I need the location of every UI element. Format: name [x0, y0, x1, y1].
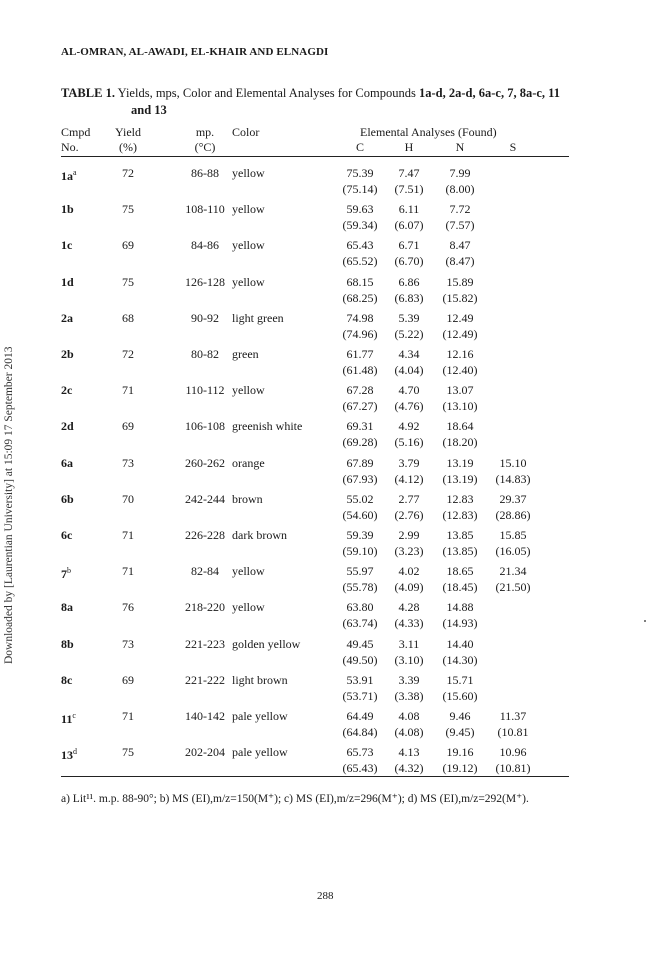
cell-h-found: (6.07): [394, 218, 424, 232]
cell-h: 4.34: [398, 347, 420, 361]
cell-yield: 69: [122, 419, 134, 433]
cell-c: 75.39: [346, 166, 374, 180]
cell-yield: 70: [122, 492, 134, 506]
compound-number: 1b: [61, 202, 74, 216]
cell-mp: 140-142: [185, 709, 225, 723]
cell-yield: 69: [122, 238, 134, 252]
cell-color: dark brown: [232, 528, 287, 542]
cell-color: yellow: [232, 564, 265, 578]
compound-id: [61, 709, 76, 726]
cell-h-found: (2.76): [394, 508, 424, 522]
cell-n: 12.83: [446, 492, 474, 506]
cell-h: 6.71: [398, 238, 420, 252]
cell-color: yellow: [232, 383, 265, 397]
cell-s-found: (10.81: [497, 725, 529, 739]
cell-color: light green: [232, 311, 284, 325]
cell-s: 15.85: [499, 528, 527, 542]
cell-s-found: (28.86): [495, 508, 531, 522]
cell-c-found: (75.14): [342, 182, 378, 196]
cell-yield: 75: [122, 202, 134, 216]
cell-h-found: (3.23): [394, 544, 424, 558]
cell-n: 12.49: [446, 311, 474, 325]
compound-number: 2d: [61, 419, 74, 433]
compound-id: [61, 238, 72, 252]
caption-line2: and 13: [131, 103, 167, 117]
cell-n: 19.16: [446, 745, 474, 759]
cell-n: 14.88: [446, 600, 474, 614]
compound-id: [61, 492, 74, 506]
cell-c: 74.98: [346, 311, 374, 325]
cell-h: 4.70: [398, 383, 420, 397]
cell-n-found: (15.60): [442, 689, 478, 703]
cell-n: 9.46: [449, 709, 471, 723]
header-mp: mp.: [195, 125, 215, 139]
cell-c-found: (69.28): [342, 435, 378, 449]
table-footnote: a) Lit¹¹. m.p. 88-90°; b) MS (EI),m/z=150(M⁺); c) MS (EI),m/z=296(M⁺); d) MS (EI),m/z=292(M⁺).: [61, 793, 529, 805]
cell-mp: 221-222: [185, 673, 225, 687]
cell-c: 63.80: [346, 600, 374, 614]
header-yield: Yield: [115, 125, 141, 139]
compound-id: [61, 564, 71, 581]
compound-id: [61, 275, 74, 289]
caption-text: Yields, mps, Color and Elemental Analyses for Compounds: [117, 86, 416, 100]
cell-yield: 73: [122, 456, 134, 470]
cell-yield: 76: [122, 600, 134, 614]
cell-h: 6.11: [398, 202, 420, 216]
cell-c: 53.91: [346, 673, 374, 687]
header-no: No.: [61, 140, 79, 154]
scan-speck: [644, 620, 646, 622]
cell-mp: 202-204: [185, 745, 225, 759]
cell-s: 15.10: [499, 456, 527, 470]
cell-c: 49.45: [346, 637, 374, 651]
cell-n: 14.40: [446, 637, 474, 651]
cell-color: brown: [232, 492, 263, 506]
compound-id: [61, 202, 74, 216]
cell-n: 18.64: [446, 419, 474, 433]
cell-color: green: [232, 347, 259, 361]
header-color: Color: [232, 125, 260, 139]
compound-id: [61, 456, 73, 470]
compound-id: [61, 383, 72, 397]
compound-id: [61, 311, 73, 325]
cell-color: pale yellow: [232, 709, 288, 723]
cell-c: 67.89: [346, 456, 374, 470]
cell-n-found: (19.12): [442, 761, 478, 775]
header-s: S: [509, 140, 517, 154]
compound-number: 8b: [61, 637, 74, 651]
cell-h: 6.86: [398, 275, 420, 289]
cell-color: light brown: [232, 673, 288, 687]
cell-s-found: (21.50): [495, 580, 531, 594]
cell-mp: 126-128: [185, 275, 225, 289]
footnote-marker: c: [72, 711, 76, 720]
cell-n-found: (7.57): [445, 218, 475, 232]
cell-n: 13.07: [446, 383, 474, 397]
header-cmpd: Cmpd: [61, 125, 91, 139]
cell-mp: 260-262: [185, 456, 225, 470]
cell-n-found: (18.45): [442, 580, 478, 594]
cell-yield: 68: [122, 311, 134, 325]
cell-n: 7.72: [449, 202, 471, 216]
cell-c-found: (74.96): [342, 327, 378, 341]
cell-h: 4.08: [398, 709, 420, 723]
cell-n: 18.65: [446, 564, 474, 578]
cell-c-found: (65.52): [342, 254, 378, 268]
cell-c: 69.31: [346, 419, 374, 433]
cell-color: yellow: [232, 166, 265, 180]
cell-n-found: (13.10): [442, 399, 478, 413]
cell-yield: 69: [122, 673, 134, 687]
cell-n: 8.47: [449, 238, 471, 252]
cell-yield: 71: [122, 564, 134, 578]
cell-h-found: (5.22): [394, 327, 424, 341]
cell-n: 13.85: [446, 528, 474, 542]
compound-id: [61, 637, 74, 651]
cell-c: 64.49: [346, 709, 374, 723]
cell-n-found: (8.00): [445, 182, 475, 196]
compound-number: 11: [61, 712, 73, 726]
running-head: AL-OMRAN, AL-AWADI, EL-KHAIR AND ELNAGDI: [61, 46, 329, 58]
table-label: TABLE 1.: [61, 86, 115, 100]
compound-id: [61, 673, 72, 687]
cell-h-found: (4.32): [394, 761, 424, 775]
cell-s-found: (10.81): [495, 761, 531, 775]
cell-mp: 242-244: [185, 492, 225, 506]
cell-yield: 75: [122, 275, 134, 289]
header-elemental-analyses: Elemental Analyses (Found): [360, 125, 497, 139]
cell-n: 13.19: [446, 456, 474, 470]
cell-h-found: (4.33): [394, 616, 424, 630]
cell-c-found: (67.93): [342, 472, 378, 486]
cell-h: 2.77: [398, 492, 420, 506]
cell-h-found: (4.04): [394, 363, 424, 377]
cell-h: 7.47: [398, 166, 420, 180]
compound-number: 1c: [61, 238, 73, 252]
cell-c: 59.63: [346, 202, 374, 216]
cell-c-found: (59.34): [342, 218, 378, 232]
caption-compounds: 1a-d, 2a-d, 6a-c, 7, 8a-c, 11: [419, 86, 560, 100]
header-yield-unit: (%): [119, 140, 137, 154]
cell-mp: 108-110: [185, 202, 225, 216]
cell-mp: 110-112: [185, 383, 225, 397]
compound-number: 2c: [61, 383, 73, 397]
cell-h-found: (7.51): [394, 182, 424, 196]
cell-h: 4.02: [398, 564, 420, 578]
cell-h: 2.99: [398, 528, 420, 542]
cell-n: 12.16: [446, 347, 474, 361]
cell-s-found: (14.83): [495, 472, 531, 486]
cell-color: orange: [232, 456, 265, 470]
footnote-marker: b: [67, 566, 71, 575]
cell-color: yellow: [232, 238, 265, 252]
cell-h-found: (4.12): [394, 472, 424, 486]
cell-c-found: (54.60): [342, 508, 378, 522]
cell-n-found: (12.49): [442, 327, 478, 341]
cell-yield: 71: [122, 709, 134, 723]
cell-color: yellow: [232, 275, 265, 289]
cell-h-found: (6.70): [394, 254, 424, 268]
compound-id: [61, 347, 74, 361]
cell-mp: 221-223: [185, 637, 225, 651]
cell-n-found: (13.19): [442, 472, 478, 486]
cell-h: 3.79: [398, 456, 420, 470]
cell-c: 61.77: [346, 347, 374, 361]
compound-number: 6c: [61, 528, 73, 542]
cell-c: 59.39: [346, 528, 374, 542]
compound-number: 7: [61, 567, 67, 581]
cell-mp: 82-84: [191, 564, 219, 578]
cell-mp: 106-108: [185, 419, 225, 433]
cell-mp: 86-88: [191, 166, 219, 180]
cell-h: 4.28: [398, 600, 420, 614]
cell-yield: 71: [122, 528, 134, 542]
header-rule: [61, 156, 569, 157]
cell-mp: 84-86: [191, 238, 219, 252]
cell-c-found: (59.10): [342, 544, 378, 558]
cell-c-found: (65.43): [342, 761, 378, 775]
cell-s: 10.96: [499, 745, 527, 759]
cell-h-found: (4.09): [394, 580, 424, 594]
cell-n-found: (14.30): [442, 653, 478, 667]
compound-number: 8c: [61, 673, 73, 687]
cell-yield: 72: [122, 166, 134, 180]
cell-color: greenish white: [232, 419, 303, 433]
cell-n-found: (13.85): [442, 544, 478, 558]
compound-id: [61, 419, 74, 433]
cell-c-found: (68.25): [342, 291, 378, 305]
cell-c: 55.02: [346, 492, 374, 506]
cell-mp: 218-220: [185, 600, 225, 614]
cell-color: yellow: [232, 600, 265, 614]
cell-h-found: (3.38): [394, 689, 424, 703]
cell-h: 5.39: [398, 311, 420, 325]
cell-n-found: (12.40): [442, 363, 478, 377]
compound-id: [61, 528, 72, 542]
cell-s: 21.34: [499, 564, 527, 578]
header-h: H: [404, 140, 414, 154]
cell-h: 4.13: [398, 745, 420, 759]
compound-id: [61, 745, 77, 762]
cell-c: 68.15: [346, 275, 374, 289]
cell-color: yellow: [232, 202, 265, 216]
cell-n: 15.89: [446, 275, 474, 289]
cell-s: 29.37: [499, 492, 527, 506]
header-mp-unit: (°C): [194, 140, 216, 154]
download-watermark: Downloaded by [Laurentian University] at 15:09 17 September 2013: [3, 346, 15, 664]
cell-n-found: (15.82): [442, 291, 478, 305]
cell-yield: 72: [122, 347, 134, 361]
cell-n-found: (18.20): [442, 435, 478, 449]
cell-c: 67.28: [346, 383, 374, 397]
cell-c-found: (61.48): [342, 363, 378, 377]
page-number: 288: [317, 890, 334, 902]
cell-n-found: (12.83): [442, 508, 478, 522]
compound-number: 6a: [61, 456, 73, 470]
footnote-marker: d: [73, 747, 77, 756]
cell-c: 55.97: [346, 564, 374, 578]
cell-n: 15.71: [446, 673, 474, 687]
cell-c-found: (55.78): [342, 580, 378, 594]
compound-number: 1d: [61, 275, 74, 289]
cell-c: 65.43: [346, 238, 374, 252]
compound-number: 2a: [61, 311, 73, 325]
cell-yield: 71: [122, 383, 134, 397]
cell-color: golden yellow: [232, 637, 301, 651]
compound-number: 8a: [61, 600, 73, 614]
cell-mp: 80-82: [191, 347, 219, 361]
cell-mp: 90-92: [191, 311, 219, 325]
cell-h-found: (6.83): [394, 291, 424, 305]
cell-h-found: (5.16): [394, 435, 424, 449]
cell-yield: 75: [122, 745, 134, 759]
cell-n: 7.99: [449, 166, 471, 180]
compound-number: 2b: [61, 347, 74, 361]
cell-mp: 226-228: [185, 528, 225, 542]
cell-h-found: (3.10): [394, 653, 424, 667]
compound-id: [61, 600, 73, 614]
cell-c-found: (53.71): [342, 689, 378, 703]
cell-h-found: (4.76): [394, 399, 424, 413]
cell-s-found: (16.05): [495, 544, 531, 558]
cell-h: 4.92: [398, 419, 420, 433]
compound-id: [61, 166, 77, 183]
cell-c-found: (49.50): [342, 653, 378, 667]
cell-yield: 73: [122, 637, 134, 651]
cell-h-found: (4.08): [394, 725, 424, 739]
footnote-marker: a: [73, 168, 77, 177]
table-caption: [61, 85, 601, 119]
cell-c: 65.73: [346, 745, 374, 759]
cell-h: 3.39: [398, 673, 420, 687]
cell-c-found: (64.84): [342, 725, 378, 739]
table-bottom-rule: [61, 776, 569, 777]
cell-s: 11.37: [499, 709, 527, 723]
cell-c-found: (63.74): [342, 616, 378, 630]
cell-n-found: (8.47): [445, 254, 475, 268]
cell-c-found: (67.27): [342, 399, 378, 413]
cell-n-found: (14.93): [442, 616, 478, 630]
compound-number: 6b: [61, 492, 74, 506]
header-c: C: [355, 140, 364, 154]
cell-n-found: (9.45): [445, 725, 475, 739]
cell-color: pale yellow: [232, 745, 288, 759]
compound-number: 1a: [61, 169, 73, 183]
compound-number: 13: [61, 748, 73, 762]
cell-h: 3.11: [398, 637, 420, 651]
header-n: N: [455, 140, 465, 154]
